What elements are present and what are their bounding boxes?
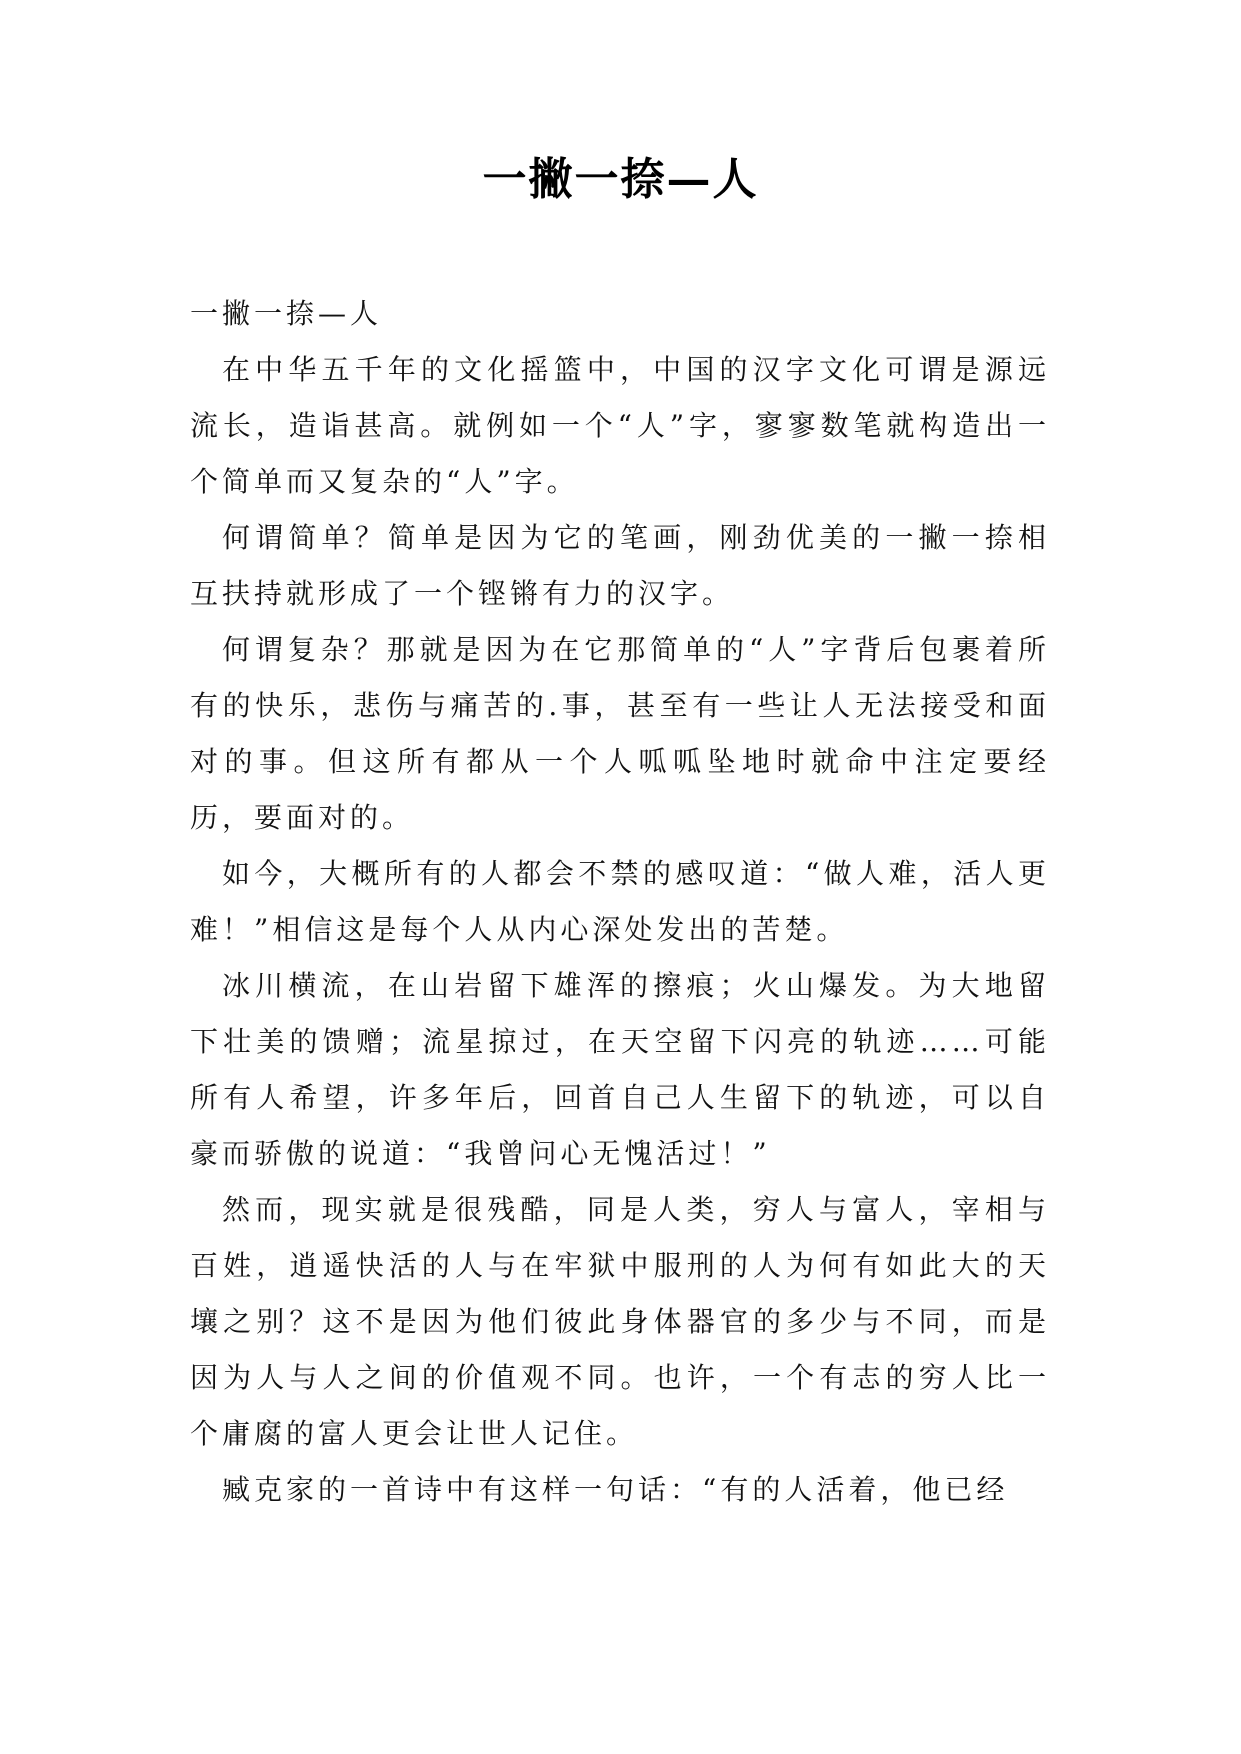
document-title: 一撇一捺—人	[482, 154, 759, 205]
paragraph: 然而，现实就是很残酷，同是人类，穷人与富人，宰相与百姓，逍遥快活的人与在牢狱中服刑的人为何有如此大的天壤之别？这不是因为他们彼此身体器官的多少与不同，而是因为人与人之间的价值观不同。也许，一个有志的穷人比一个庸腐的富人更会让世人记住。	[190, 1193, 1050, 1450]
paragraph: 何谓简单？简单是因为它的笔画，刚劲优美的一撇一捺相互扶持就形成了一个铿锵有力的汉字。	[190, 521, 1050, 610]
subtitle-paragraph: 一撇一捺—人	[190, 297, 383, 330]
paragraph: 如今，大概所有的人都会不禁的感叹道：“做人难，活人更难！”相信这是每个人从内心深处发出的苦楚。	[190, 857, 1050, 946]
paragraph: 何谓复杂？那就是因为在它那简单的“人”字背后包裹着所有的快乐，悲伤与痛苦的.事，甚至有一些让人无法接受和面对的事。但这所有都从一个人呱呱坠地时就命中注定要经历，要面对的。	[190, 633, 1050, 834]
document-body	[190, 286, 1050, 1518]
paragraph: 臧克家的一首诗中有这样一句话：“有的人活着，他已经	[222, 1473, 1009, 1506]
paragraph: 冰川横流，在山岩留下雄浑的擦痕；火山爆发。为大地留下壮美的馈赠；流星掠过，在天空留下闪亮的轨迹……可能所有人希望，许多年后，回首自己人生留下的轨迹，可以自豪而骄傲的说道：“我曾问心无愧活过！”	[190, 969, 1050, 1170]
paragraph: 在中华五千年的文化摇篮中，中国的汉字文化可谓是源远流长，造诣甚高。就例如一个“人”字，寥寥数笔就构造出一个简单而又复杂的“人”字。	[190, 353, 1050, 498]
